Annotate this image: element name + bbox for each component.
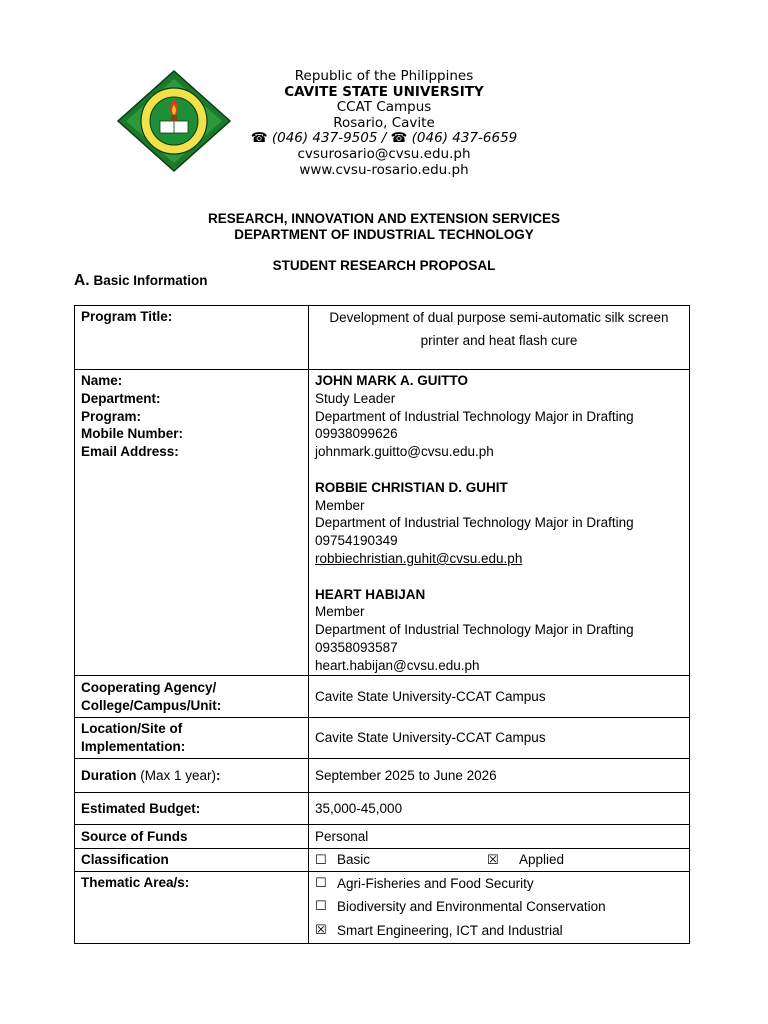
duration-label-text: Duration	[81, 767, 137, 783]
member-name: ROBBIE CHRISTIAN D. GUHIT	[315, 479, 508, 495]
cooperating-agency-row	[75, 676, 690, 718]
thematic-options	[309, 872, 690, 944]
member-role: Study Leader	[315, 390, 396, 406]
duration-value: September 2025 to June 2026	[309, 759, 690, 793]
basic-information-table	[74, 305, 690, 944]
thematic-option	[315, 919, 683, 943]
duration-label	[75, 759, 309, 793]
cooperating-agency-value: Cavite State University-CCAT Campus	[309, 676, 690, 718]
thematic-option-label: Biodiversity and Environmental Conservation	[337, 899, 606, 915]
duration-note: (Max 1 year)	[136, 767, 217, 783]
cooperating-label-line-2: College/Campus/Unit:	[81, 697, 222, 713]
thematic-option	[315, 872, 683, 896]
cooperating-label-line-1: Cooperating Agency/	[81, 679, 217, 695]
location-value: Cavite State University-CCAT Campus	[309, 718, 690, 759]
classification-row	[75, 849, 690, 872]
classification-label: Classification	[75, 849, 309, 872]
proponent-labels	[75, 370, 309, 676]
member-block	[315, 479, 683, 568]
funds-label: Source of Funds	[75, 825, 309, 849]
program-title-label: Program Title:	[75, 306, 309, 370]
name-label: Name:	[81, 373, 123, 388]
budget-row	[75, 793, 690, 825]
program-title-line-2: printer and heat flash cure	[420, 333, 578, 348]
member-department: Department of Industrial Technology Major in Drafting	[315, 622, 634, 638]
member-role: Member	[315, 604, 365, 620]
funds-row	[75, 825, 690, 849]
proponents-row	[75, 370, 690, 676]
department-title: DEPARTMENT OF INDUSTRIAL TECHNOLOGY	[234, 227, 534, 242]
member-mobile: 09358093587	[315, 639, 398, 655]
letterhead	[234, 69, 534, 178]
budget-value: 35,000-45,000	[309, 793, 690, 825]
checkbox-checked-icon[interactable]: ☒	[487, 852, 499, 868]
checkbox-unchecked-icon[interactable]: ☐	[315, 899, 327, 915]
phone-numbers: ☎ (046) 437-9505 / ☎ (046) 437-6659	[250, 130, 518, 147]
cooperating-agency-label	[75, 676, 309, 718]
member-email: johnmark.guitto@cvsu.edu.ph	[315, 444, 494, 460]
section-heading	[74, 272, 208, 290]
location-label-line-2: Implementation:	[81, 739, 186, 754]
campus-address: Rosario, Cavite	[333, 114, 435, 131]
thematic-option-label: Smart Engineering, ICT and Industrial	[337, 922, 563, 938]
website-url: www.cvsu-rosario.edu.ph	[299, 161, 469, 178]
classification-option-label: Basic	[337, 851, 371, 867]
office-title: RESEARCH, INNOVATION AND EXTENSION SERVICES	[207, 211, 561, 226]
budget-label: Estimated Budget:	[75, 793, 309, 825]
member-department: Department of Industrial Technology Major in Drafting	[315, 515, 634, 531]
classification-options	[309, 849, 690, 872]
thematic-option	[315, 896, 683, 920]
thematic-row	[75, 872, 690, 944]
member-email: heart.habijan@cvsu.edu.ph	[315, 657, 480, 673]
department-label: Department:	[81, 390, 161, 406]
form-title: STUDENT RESEARCH PROPOSAL	[272, 258, 496, 273]
member-email-link[interactable]: robbiechristian.guhit@cvsu.edu.ph	[315, 550, 523, 566]
checkbox-checked-icon[interactable]: ☒	[315, 922, 327, 938]
program-title-line-1: Development of dual purpose semi-automatic silk screen	[329, 310, 669, 325]
proponent-values	[309, 370, 690, 676]
member-mobile: 09938099626	[315, 426, 398, 442]
location-label-line-1: Location/Site of	[81, 721, 183, 737]
program-label: Program:	[81, 408, 142, 424]
location-label	[75, 718, 309, 759]
member-block	[315, 586, 683, 675]
member-department: Department of Industrial Technology Major in Drafting	[315, 408, 634, 424]
location-row	[75, 718, 690, 759]
member-mobile: 09754190349	[315, 533, 398, 549]
checkbox-unchecked-icon[interactable]: ☐	[315, 875, 327, 891]
duration-row	[75, 759, 690, 793]
university-name: CAVITE STATE UNIVERSITY	[284, 83, 484, 100]
campus-name: CCAT Campus	[336, 99, 432, 116]
member-name: HEART HABIJAN	[315, 586, 426, 602]
funds-value: Personal	[309, 825, 690, 849]
member-name: JOHN MARK A. GUITTO	[315, 373, 469, 388]
section-letter: A.	[74, 272, 90, 289]
mobile-label: Mobile Number:	[81, 426, 184, 442]
program-title-row	[75, 306, 690, 370]
contact-email: cvsurosario@cvsu.edu.ph	[297, 145, 471, 162]
member-role: Member	[315, 497, 365, 513]
checkbox-unchecked-icon[interactable]: ☐	[315, 852, 327, 868]
email-label: Email Address:	[81, 444, 179, 460]
thematic-option-label: Agri-Fisheries and Food Security	[337, 875, 534, 891]
member-block	[315, 372, 683, 461]
university-seal-logo	[116, 69, 232, 173]
duration-colon: :	[216, 767, 221, 783]
classification-option-label: Applied	[519, 851, 565, 867]
program-title-value	[309, 306, 690, 370]
section-label: Basic Information	[93, 273, 208, 288]
thematic-label: Thematic Area/s:	[75, 872, 309, 944]
country-line: Republic of the Philippines	[294, 68, 474, 84]
